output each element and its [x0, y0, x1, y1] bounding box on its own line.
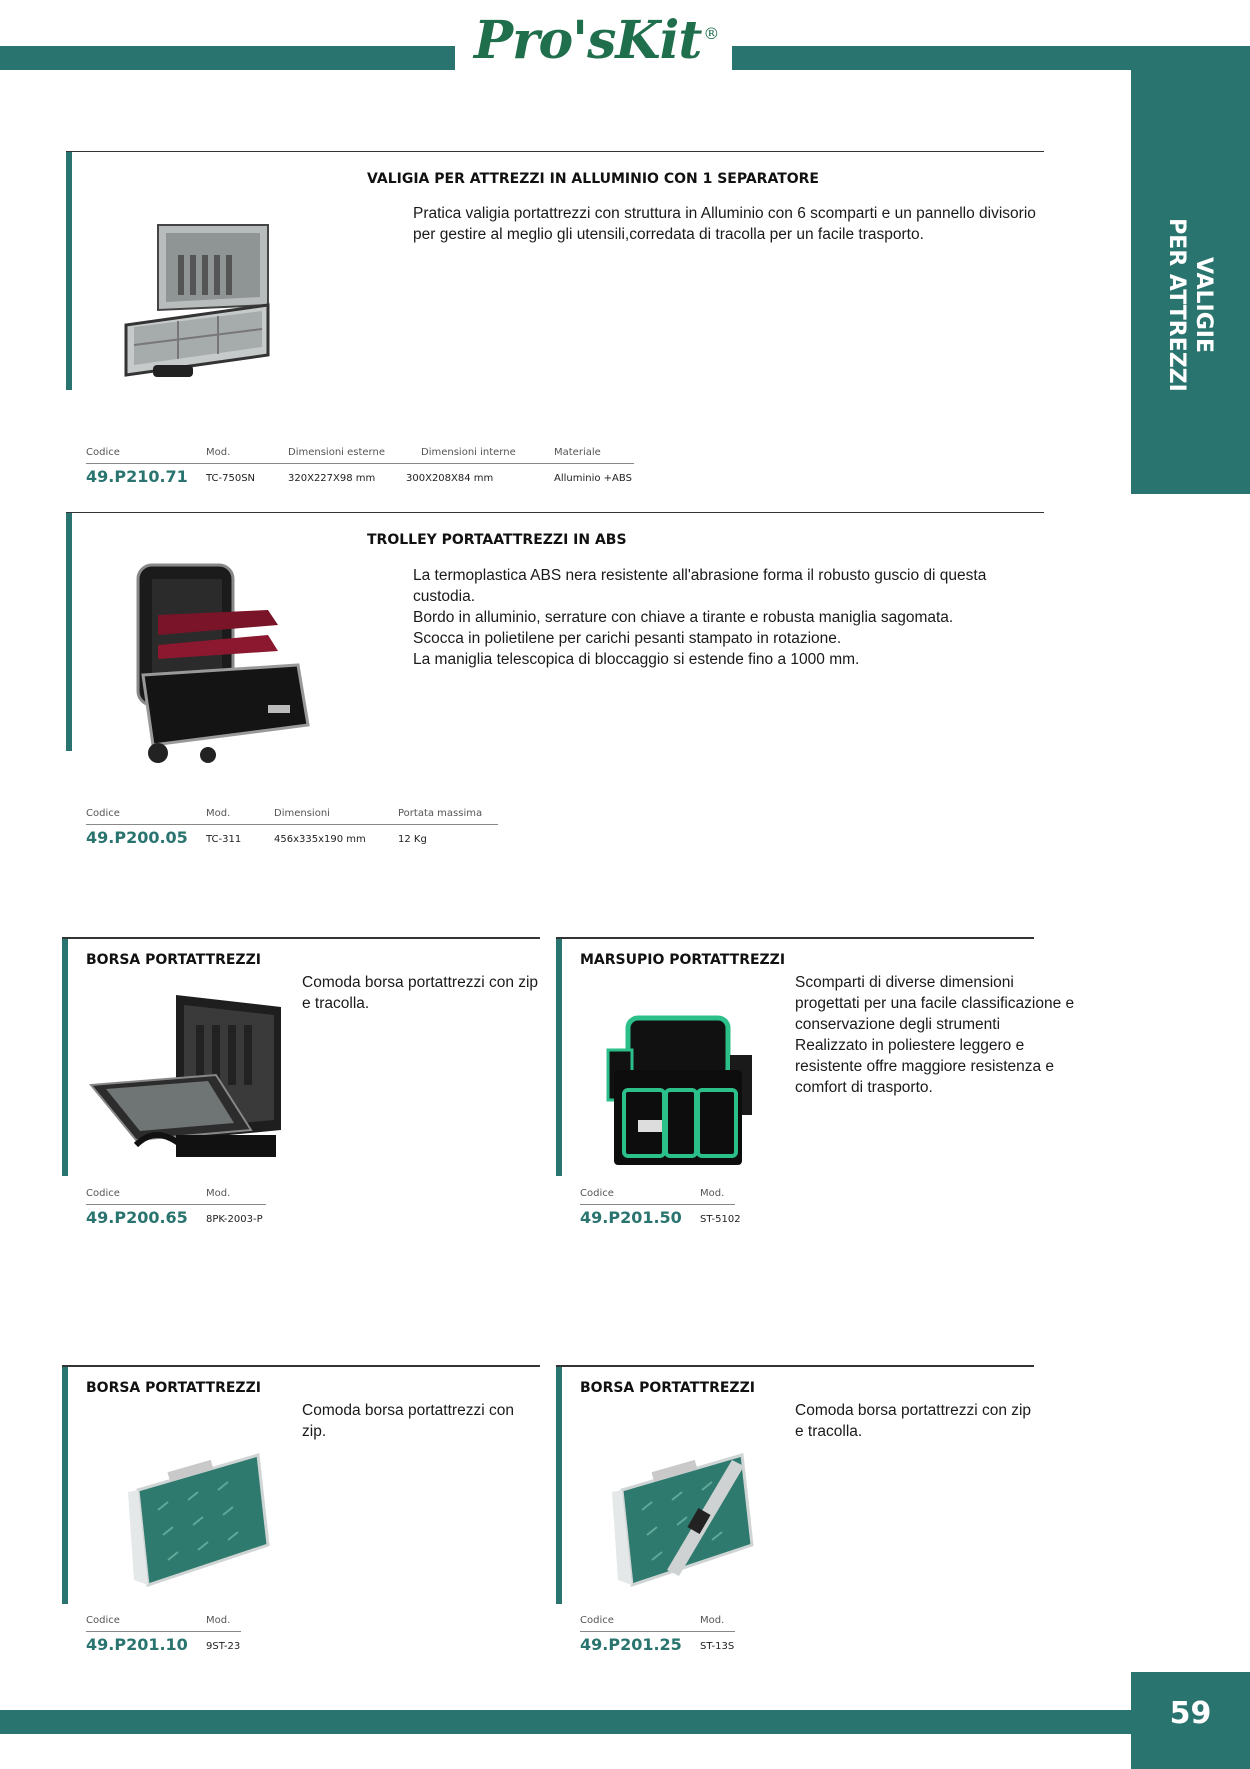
spec-header: Materiale — [554, 447, 601, 458]
spec-value: 456x335x190 mm — [274, 834, 366, 845]
spec-table — [580, 1615, 770, 1660]
spec-header: Codice — [580, 1188, 614, 1199]
brand-logo — [474, 10, 718, 71]
spec-header: Mod. — [206, 447, 231, 458]
spec-table — [86, 1188, 276, 1233]
product-description — [413, 565, 1033, 670]
spec-value: 12 Kg — [398, 834, 427, 845]
product-code: 49.P200.65 — [86, 1208, 188, 1227]
spec-rule — [86, 1631, 241, 1632]
spec-rule — [86, 824, 498, 825]
page-number: 59 — [1169, 1696, 1212, 1731]
spec-header: Mod. — [206, 808, 231, 819]
description-paragraph: Scomparti di diverse dimensioni progettati per una facile classificazione e conservazione degli strumenti Realizzato in poliestere leggero e resistente offre maggiore resistenza e comfort di trasporto. — [795, 974, 1075, 1096]
description-paragraph: Scocca in polietilene per carichi pesanti stampato in rotazione. — [413, 630, 842, 647]
product-description — [413, 203, 1043, 245]
product-code: 49.P201.25 — [580, 1635, 682, 1654]
product-description — [302, 972, 542, 1014]
spec-header: Codice — [86, 808, 120, 819]
description-paragraph: La maniglia telescopica di bloccaggio si estende fino a 1000 mm. — [413, 651, 860, 668]
spec-table — [580, 1188, 770, 1233]
product-description — [795, 972, 1075, 1098]
product-title: BORSA PORTATTREZZI — [86, 952, 261, 968]
product-frame-bar — [66, 513, 72, 751]
spec-header: Codice — [86, 447, 120, 458]
registered-mark: ® — [703, 24, 719, 43]
footer-bar — [0, 1710, 1131, 1734]
spec-value: Alluminio +ABS — [554, 473, 632, 484]
description-paragraph: Pratica valigia portattrezzi con struttura in Alluminio con 6 scomparti e un pannello divisorio per gestire al meglio gli utensili,corredata di tracolla per un facile trasporto. — [413, 205, 1036, 243]
spec-header: Dimensioni — [274, 808, 330, 819]
spec-value: TC-750SN — [206, 473, 256, 484]
spec-table — [86, 808, 506, 853]
spec-value: 8PK-2003-P — [206, 1214, 263, 1225]
spec-value: 320X227X98 mm — [288, 473, 376, 484]
product-description — [302, 1400, 532, 1442]
description-paragraph: La termoplastica ABS nera resistente all'abrasione forma il robusto guscio di questa custodia. — [413, 567, 987, 605]
spec-table — [86, 447, 636, 492]
section-tab-line2: PER ATTREZZI — [1164, 218, 1189, 392]
abs-trolley-image — [118, 555, 318, 770]
product-code: 49.P201.50 — [580, 1208, 682, 1227]
page-number-box — [1131, 1672, 1250, 1769]
spec-header: Dimensioni esterne — [288, 447, 385, 458]
spec-header: Codice — [580, 1615, 614, 1626]
product-frame-bar — [62, 1366, 68, 1604]
spec-value: ST-13S — [700, 1641, 735, 1652]
product-frame-line — [66, 151, 1044, 152]
tool-pouch-image — [600, 1010, 760, 1170]
description-paragraph: Comoda borsa portattrezzi con zip e tracolla. — [302, 974, 539, 1012]
spec-rule — [86, 463, 634, 464]
product-frame-line — [62, 1365, 540, 1367]
spec-header: Mod. — [206, 1615, 231, 1626]
spec-rule — [580, 1631, 735, 1632]
spec-header: Codice — [86, 1188, 120, 1199]
green-case-strap-image — [612, 1440, 762, 1590]
section-tab-line1: VALIGIE — [1191, 256, 1216, 354]
spec-rule — [86, 1204, 266, 1205]
spec-header: Mod. — [700, 1188, 725, 1199]
spec-table — [86, 1615, 276, 1660]
spec-header: Mod. — [700, 1615, 725, 1626]
tool-bag-zip-image — [86, 995, 286, 1165]
aluminium-case-image — [118, 215, 278, 395]
spec-header: Dimensioni interne — [421, 447, 516, 458]
product-frame-line — [556, 1365, 1034, 1367]
product-code: 49.P201.10 — [86, 1635, 188, 1654]
product-frame-line — [62, 937, 540, 939]
header-bar-left — [0, 46, 455, 70]
description-paragraph: Bordo in alluminio, serrature con chiave a tirante e robusta maniglia sagomata. — [413, 609, 954, 626]
spec-header: Codice — [86, 1615, 120, 1626]
spec-header: Mod. — [206, 1188, 231, 1199]
section-tab-label — [1163, 218, 1217, 392]
spec-rule — [580, 1204, 735, 1205]
product-description — [795, 1400, 1035, 1442]
product-frame-line — [556, 937, 1034, 939]
product-code: 49.P200.05 — [86, 828, 188, 847]
product-title: VALIGIA PER ATTREZZI IN ALLUMINIO CON 1 SEPARATORE — [367, 171, 819, 187]
product-frame-bar — [66, 152, 72, 390]
product-frame-bar — [556, 1366, 562, 1604]
header-bar-right — [732, 46, 1132, 70]
spec-value: 9ST-23 — [206, 1641, 241, 1652]
spec-value: ST-5102 — [700, 1214, 741, 1225]
spec-header: Portata massima — [398, 808, 483, 819]
product-frame-bar — [62, 938, 68, 1176]
product-title: BORSA PORTATTREZZI — [580, 1380, 755, 1396]
product-frame-bar — [556, 938, 562, 1176]
product-code: 49.P210.71 — [86, 467, 188, 486]
green-case-image — [128, 1440, 278, 1590]
product-frame-line — [66, 512, 1044, 513]
spec-value: TC-311 — [206, 834, 242, 845]
product-title: MARSUPIO PORTATTREZZI — [580, 952, 786, 968]
product-title: TROLLEY PORTAATTREZZI IN ABS — [367, 532, 627, 548]
spec-value: 300X208X84 mm — [406, 473, 494, 484]
product-title: BORSA PORTATTREZZI — [86, 1380, 261, 1396]
brand-logo-text: Pro'sKit — [474, 10, 702, 71]
description-paragraph: Comoda borsa portattrezzi con zip e tracolla. — [795, 1402, 1032, 1440]
description-paragraph: Comoda borsa portattrezzi con zip. — [302, 1402, 514, 1440]
